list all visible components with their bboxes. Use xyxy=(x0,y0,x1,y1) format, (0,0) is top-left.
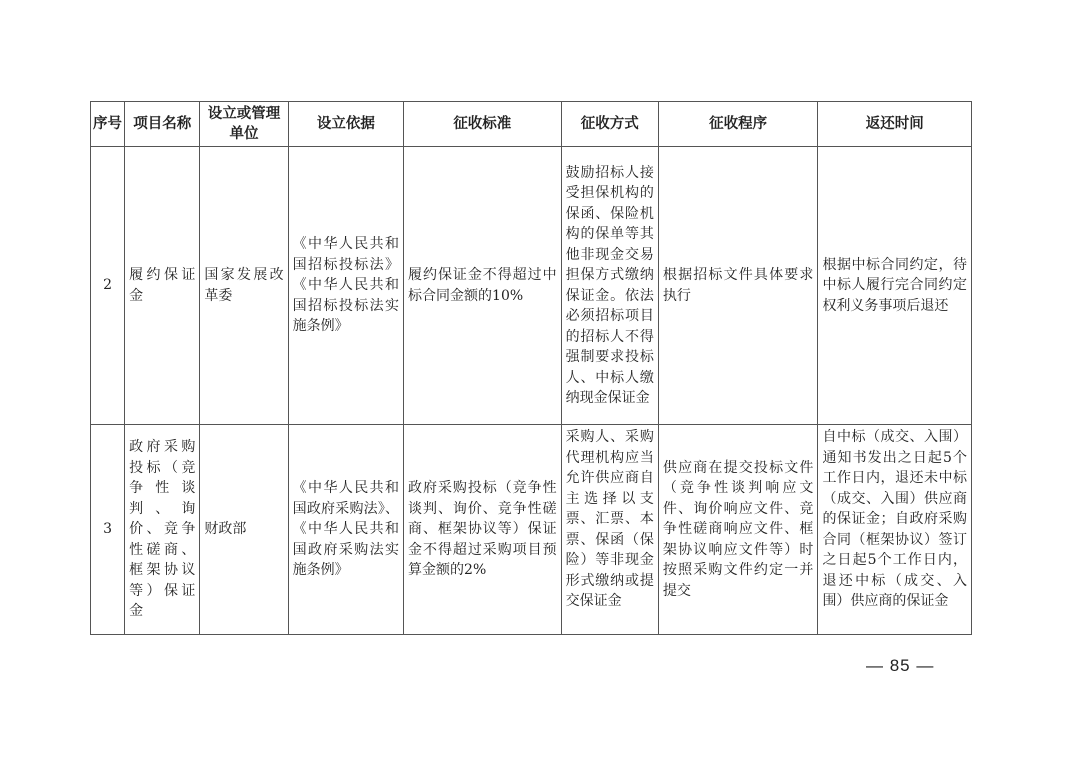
row-name: 履约保证金 xyxy=(125,147,200,425)
row-standard: 政府采购投标（竞争性谈判、询价、竞争性磋商、框架协议等）保证金不得超过采购项目预算金额的2% xyxy=(404,425,562,635)
row-refund: 自中标（成交、入围）通知书发出之日起5个工作日内，退还未中标（成交、入围）供应商的保证金；自政府采购合同（框架协议）签订之日起5个工作日内，退还中标（成交、入围）供应商的保证金 xyxy=(818,425,972,635)
row-basis: 《中华人民共和国招标投标法》《中华人民共和国招标投标法实施条例》 xyxy=(288,147,403,425)
row-refund: 根据中标合同约定，待中标人履行完合同约定权利义务事项后退还 xyxy=(818,147,972,425)
row-unit: 财政部 xyxy=(200,425,288,635)
row-basis: 《中华人民共和国政府采购法》、《中华人民共和国政府采购法实施条例》 xyxy=(288,425,403,635)
row-unit: 国家发展改革委 xyxy=(200,147,288,425)
header-name: 项目名称 xyxy=(125,102,200,147)
page-number: — 85 — xyxy=(866,656,935,675)
header-procedure: 征收程序 xyxy=(658,102,818,147)
header-seq: 序号 xyxy=(91,102,125,147)
table-header-row xyxy=(91,102,972,147)
row-procedure: 根据招标文件具体要求执行 xyxy=(658,147,818,425)
row-procedure: 供应商在提交投标文件（竞争性谈判响应文件、询价响应文件、竞争性磋商响应文件、框架协议响应文件等）时按照采购文件约定一并提交 xyxy=(658,425,818,635)
header-unit: 设立或管理单位 xyxy=(200,102,288,147)
table-row xyxy=(91,147,972,425)
header-refund: 返还时间 xyxy=(818,102,972,147)
row-seq: 3 xyxy=(91,425,125,635)
header-standard: 征收标准 xyxy=(404,102,562,147)
header-method: 征收方式 xyxy=(561,102,658,147)
fee-table xyxy=(90,101,972,635)
header-basis: 设立依据 xyxy=(288,102,403,147)
row-standard: 履约保证金不得超过中标合同金额的10% xyxy=(404,147,562,425)
row-method: 鼓励招标人接受担保机构的保函、保险机构的保单等其他非现金交易担保方式缴纳保证金。依法必须招标项目的招标人不得强制要求投标人、中标人缴纳现金保证金 xyxy=(561,147,658,425)
row-method: 采购人、采购代理机构应当允许供应商自主选择以支票、汇票、本票、保函（保险）等非现金形式缴纳或提交保证金 xyxy=(561,425,658,635)
row-seq: 2 xyxy=(91,147,125,425)
table-row xyxy=(91,425,972,635)
row-name: 政府采购投标（竞争性谈判、询价、竞争性磋商、框架协议等）保证金 xyxy=(125,425,200,635)
